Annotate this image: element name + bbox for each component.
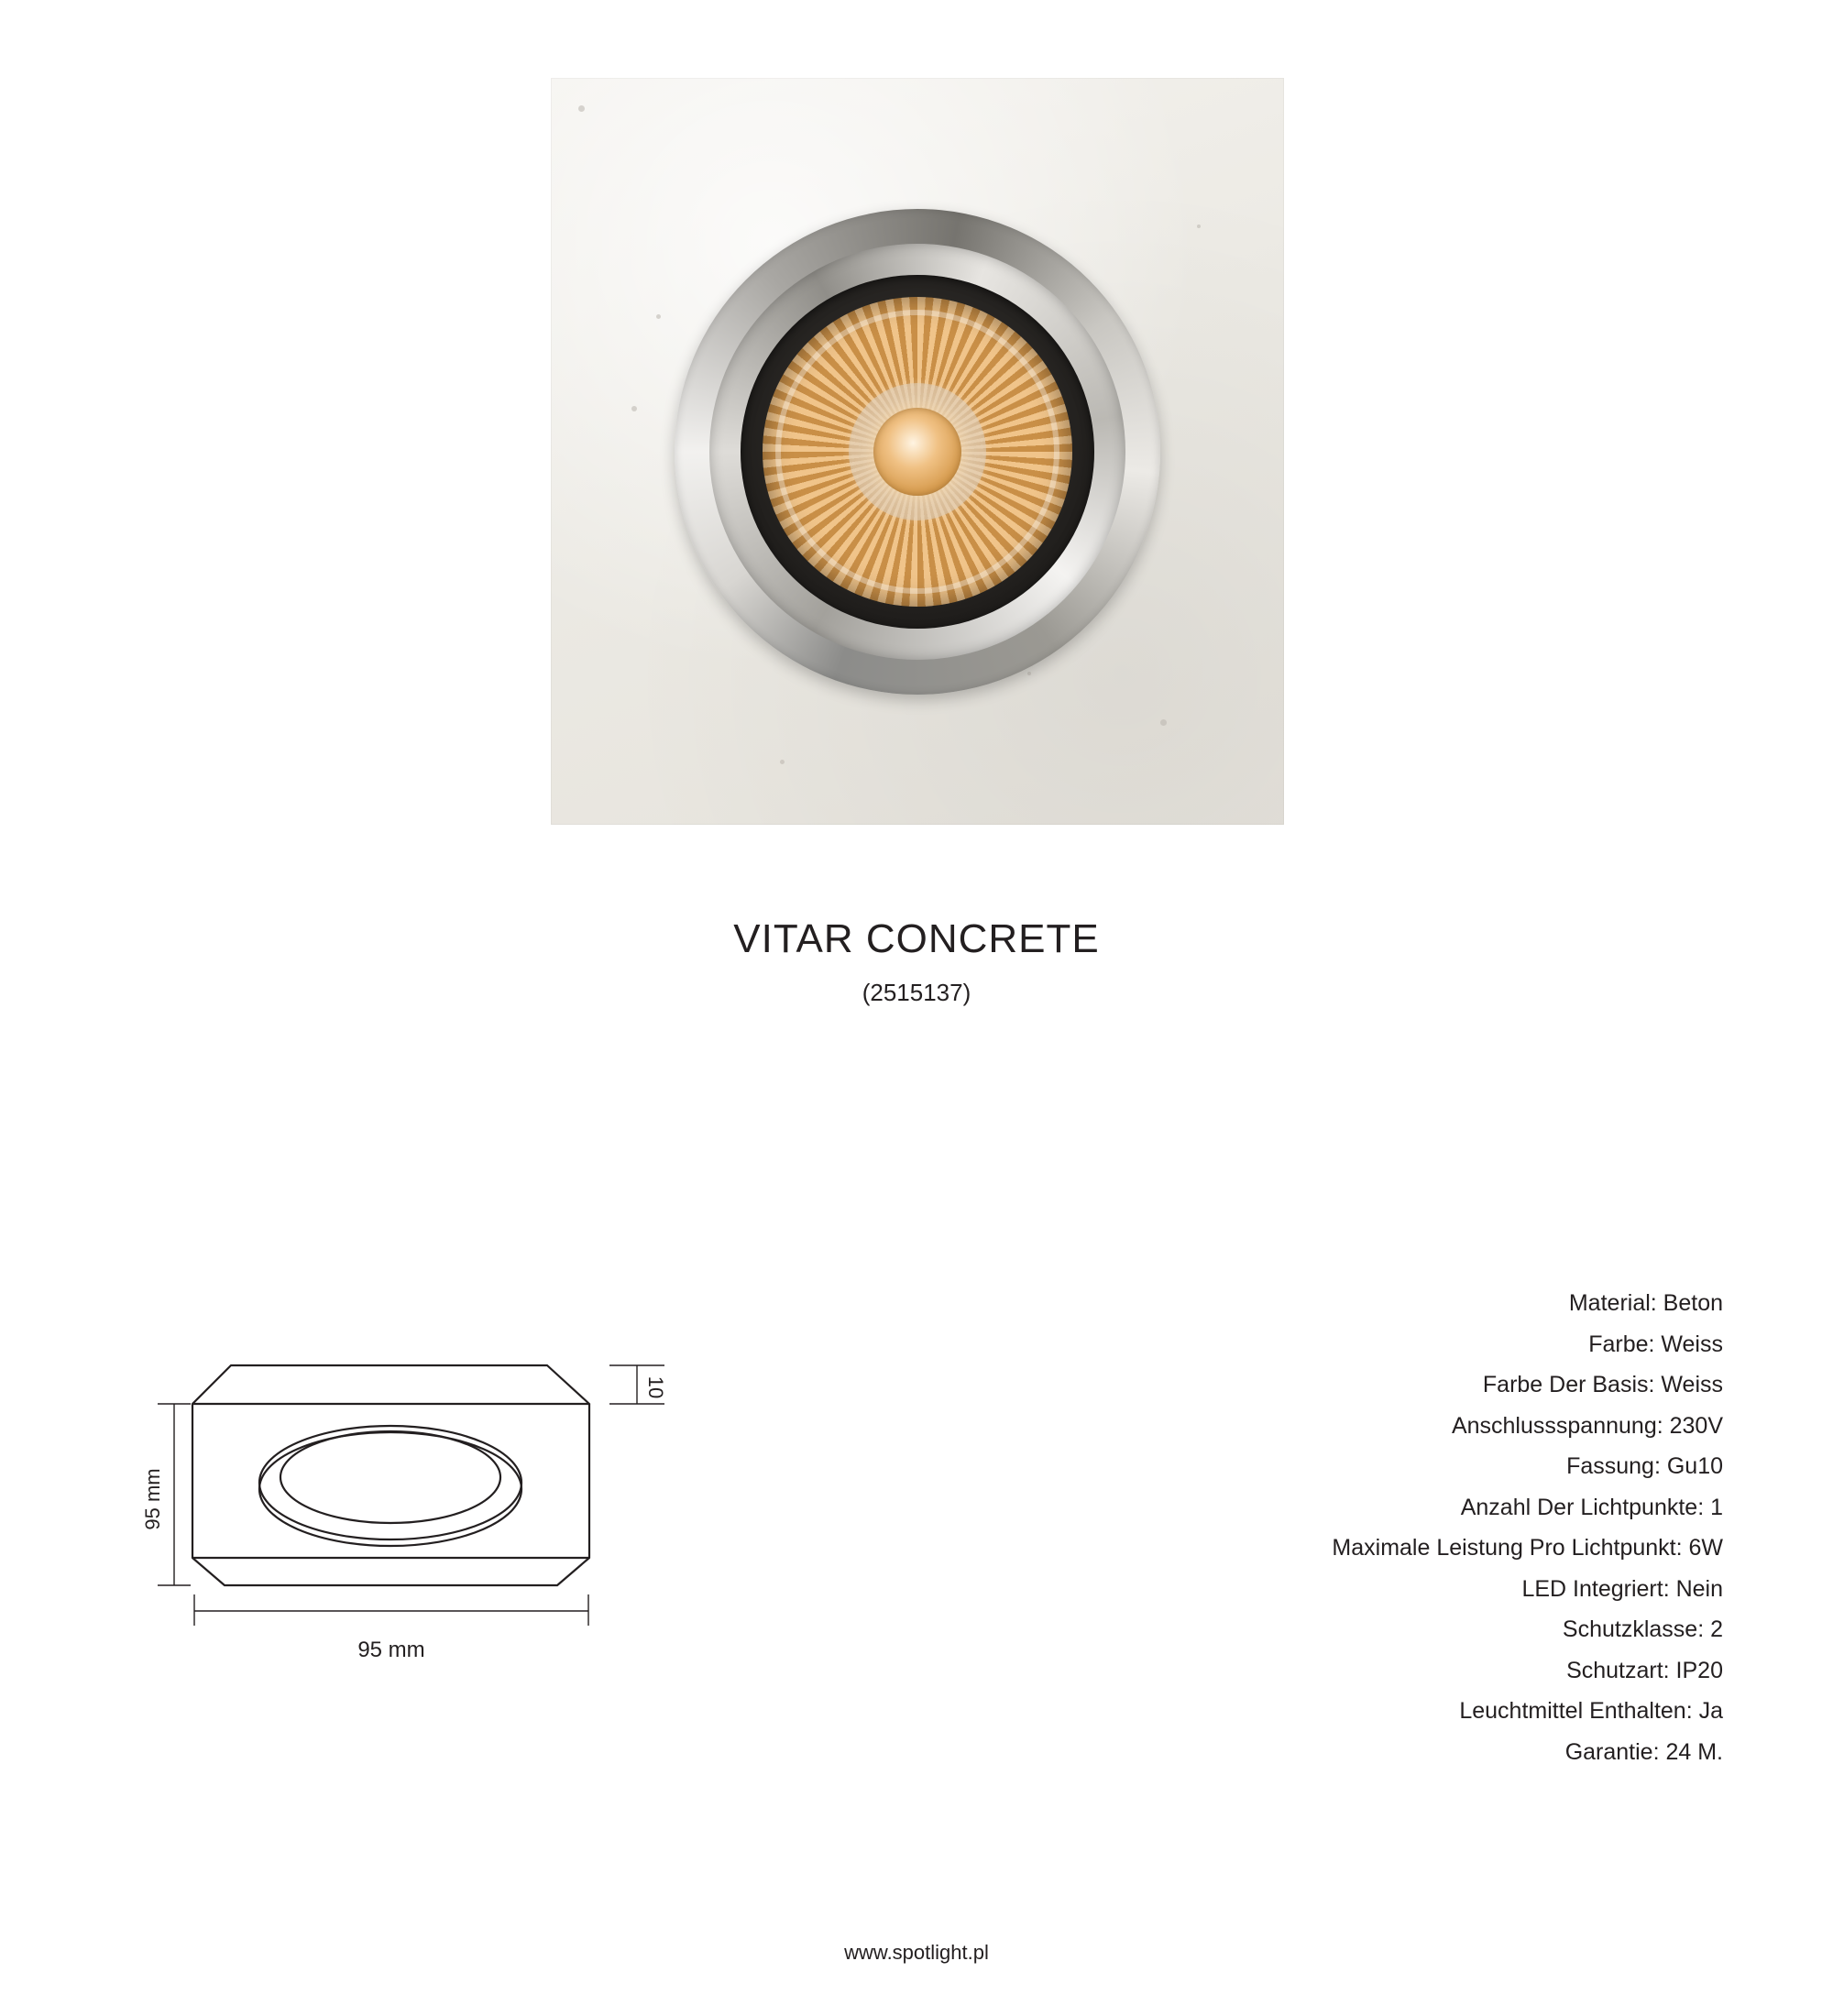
product-image — [551, 78, 1284, 825]
spec-item: Farbe Der Basis: Weiss — [1482, 1372, 1723, 1397]
spec-item: Schutzart: IP20 — [1566, 1657, 1723, 1683]
page-title: VITAR CONCRETE — [733, 916, 1100, 961]
spec-item: Leuchtmittel Enthalten: Ja — [1459, 1698, 1723, 1724]
dim-width-label: 95 mm — [357, 1638, 425, 1662]
drawing-lens-outer — [259, 1432, 521, 1546]
spec-item: Schutzklasse: 2 — [1562, 1616, 1723, 1642]
product-code: (2515137) — [862, 979, 971, 1006]
drawing-lens-core — [280, 1431, 500, 1523]
spotlight-fixture — [675, 209, 1160, 695]
technical-drawing — [137, 1320, 742, 1686]
spec-item: LED Integriert: Nein — [1521, 1575, 1723, 1602]
dim-height-label: 10 — [644, 1375, 667, 1399]
spec-item: Garantie: 24 M. — [1564, 1738, 1723, 1765]
spec-item: Anschlussspannung: 230V — [1451, 1412, 1723, 1439]
concrete-plate-background — [551, 78, 1284, 825]
spec-item: Maximale Leistung Pro Lichtpunkt: 6W — [1332, 1535, 1723, 1561]
drawing-top-face — [192, 1365, 589, 1404]
drawing-body — [192, 1404, 589, 1558]
spec-item: Material: Beton — [1568, 1290, 1723, 1316]
spec-item: Fassung: Gu10 — [1566, 1453, 1723, 1479]
drawing-bottom-bevel — [192, 1558, 589, 1585]
dim-depth-label: 95 mm — [141, 1468, 164, 1530]
led-chip — [873, 408, 961, 496]
spec-item: Anzahl Der Lichtpunkte: 1 — [1460, 1494, 1723, 1520]
footer-website: www.spotlight.pl — [844, 1941, 989, 1964]
spec-item: Farbe: Weiss — [1588, 1331, 1723, 1357]
specifications-list — [898, 1283, 1723, 1772]
